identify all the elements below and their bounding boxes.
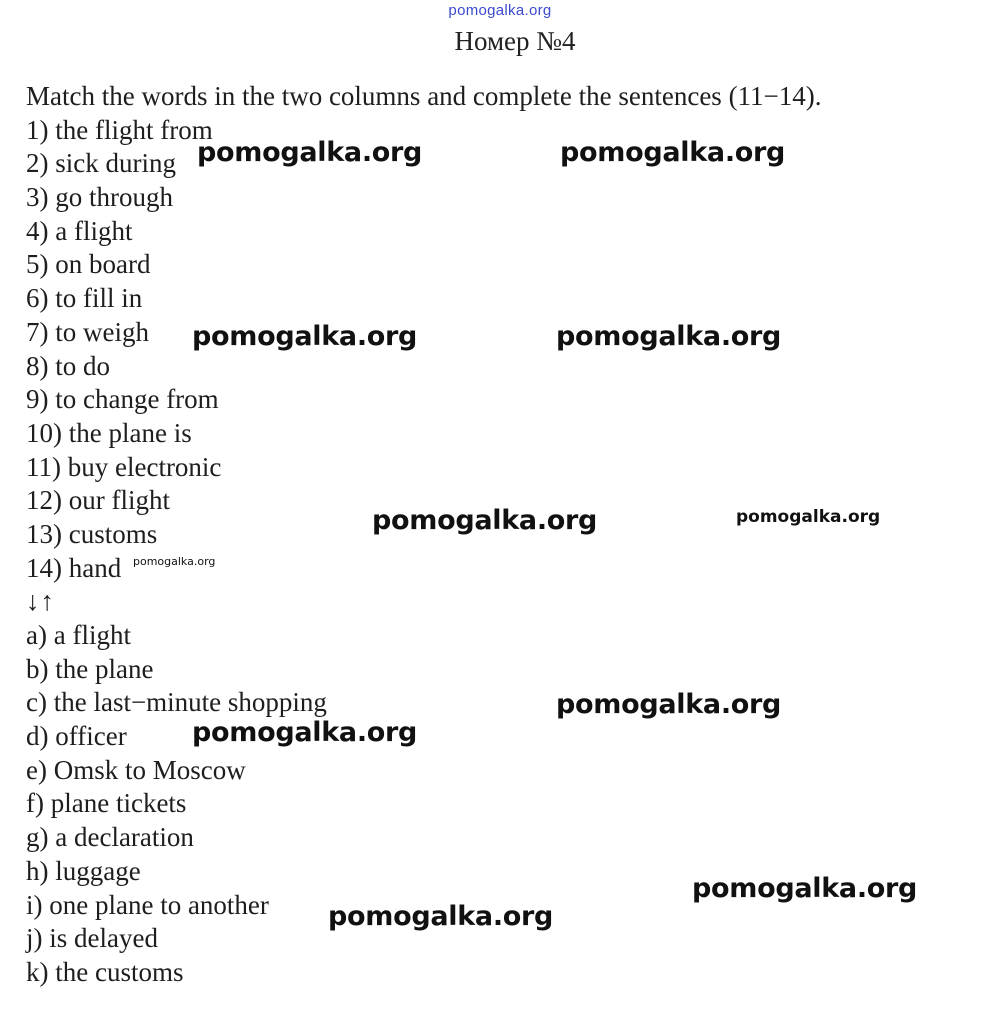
left-item-5: 5) on board	[26, 249, 151, 280]
watermark: pomogalka.org	[692, 873, 918, 904]
right-item-f: f) plane tickets	[26, 788, 187, 819]
right-item-c: c) the last−minute shopping	[26, 687, 327, 718]
left-item-4: 4) a flight	[26, 215, 133, 246]
left-item-6: 6) to fill in	[26, 283, 143, 314]
right-item-a: a) a flight	[26, 620, 131, 650]
task-instruction: Match the words in the two columns and complete the sentences (11−14).	[26, 81, 822, 111]
watermark: pomogalka.org	[560, 137, 786, 168]
page-title: Номер №4	[454, 26, 576, 56]
right-item-k: k) the customs	[26, 956, 184, 987]
right-item-e: e) Omsk to Moscow	[26, 754, 246, 785]
right-item-i: i) one plane to another	[26, 889, 269, 920]
right-item-h: h) luggage	[26, 855, 141, 886]
left-item-12: 12) our flight	[26, 485, 170, 516]
left-item-14: 14) hand	[26, 552, 122, 583]
right-item-d: d) officer	[26, 721, 127, 752]
site-link[interactable]: pomogalka.org	[448, 2, 552, 19]
left-item-1: 1) the flight from	[26, 114, 213, 145]
watermark: pomogalka.org	[556, 321, 782, 352]
left-item-9: 9) to change from	[26, 384, 219, 415]
watermark: pomogalka.org	[556, 689, 782, 720]
watermark: pomogalka.org	[328, 901, 554, 932]
left-item-2: 2) sick during	[26, 148, 176, 179]
watermark: pomogalka.org	[192, 717, 418, 748]
watermark: pomogalka.org	[736, 507, 881, 527]
right-item-j: j) is delayed	[26, 923, 158, 954]
left-item-11: 11) buy electronic	[26, 451, 222, 482]
arrows-divider: ↓↑	[26, 586, 55, 617]
watermark: pomogalka.org	[133, 555, 216, 568]
left-item-3: 3) go through	[26, 182, 173, 213]
watermark: pomogalka.org	[372, 505, 598, 536]
watermark: pomogalka.org	[197, 137, 423, 168]
left-item-13: 13) customs	[26, 518, 158, 549]
left-item-8: 8) to do	[26, 350, 110, 381]
right-item-g: g) a declaration	[26, 822, 194, 853]
right-item-b: b) the plane	[26, 653, 154, 684]
left-item-10: 10) the plane is	[26, 417, 192, 448]
left-item-7: 7) to weigh	[26, 316, 149, 347]
watermark: pomogalka.org	[192, 321, 418, 352]
